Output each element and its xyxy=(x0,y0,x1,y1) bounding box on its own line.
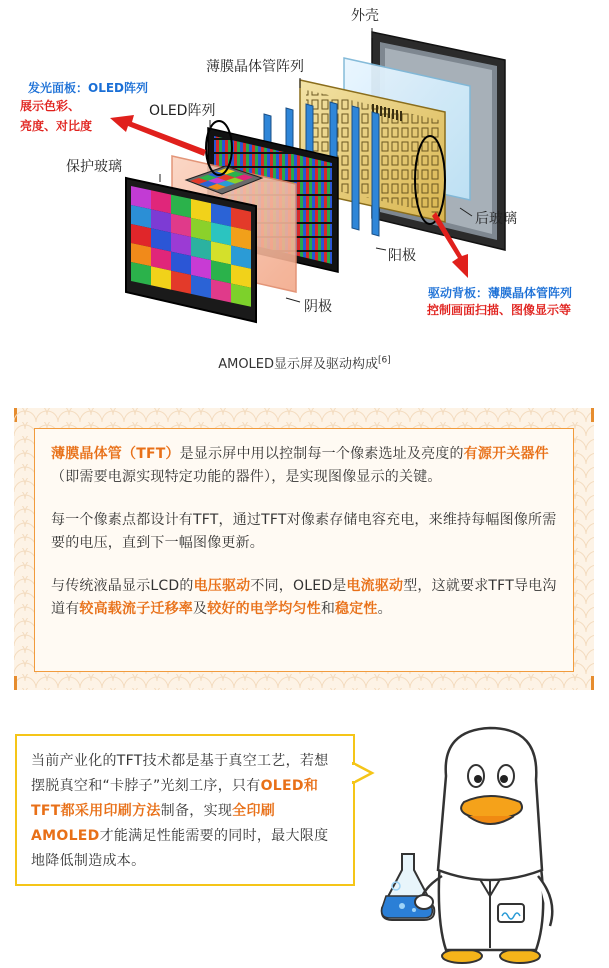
bubble-text-2: 制备，实现 xyxy=(160,803,233,819)
label-back-glass: 后玻璃 xyxy=(475,211,517,227)
back-panel-line1: 控制画面扫描、图像显示等 xyxy=(427,303,572,317)
speech-bubble xyxy=(15,734,355,886)
hl-printing-method: OLED和TFT都采用印刷方法 xyxy=(31,778,319,819)
front-panel-line1: 展示色彩、 xyxy=(20,99,81,113)
p3-text-6: 。 xyxy=(377,601,392,617)
info-box xyxy=(34,428,574,672)
p3-text-5: 和 xyxy=(320,601,336,617)
duck-scientist-mascot xyxy=(380,720,580,965)
figure-caption xyxy=(0,353,609,372)
bubble-text xyxy=(31,749,339,874)
hl-current-drive: 电流驱动 xyxy=(346,578,404,594)
hl-uniformity: 较好的电学均匀性 xyxy=(207,601,321,617)
hl-active-switch: 有源开关器件 xyxy=(463,446,549,462)
label-tft-array: 薄膜晶体管阵列 xyxy=(206,59,304,75)
bubble-text-3: 才能满足性能需要的同时，最大限度地降低制造成本。 xyxy=(31,828,329,869)
hl-full-print-amoled: 全印刷AMOLED xyxy=(31,803,276,844)
p1-text-1: 是显示屏中用以控制每一个像素选址及亮度的 xyxy=(179,446,464,462)
front-panel-title: 发光面板：OLED阵列 xyxy=(28,81,149,95)
hl-voltage-drive: 电压驱动 xyxy=(193,578,251,594)
p1-text-2: （即需要电源实现特定功能的器件），是实现图像显示的关键。 xyxy=(51,469,442,485)
p3-text-1: 与传统液晶显示LCD的 xyxy=(51,578,194,594)
caption-text: AMOLED显示屏及驱动构成 xyxy=(218,357,379,372)
info-paragraph-1 xyxy=(51,443,557,489)
info-paragraph-3 xyxy=(51,575,557,621)
front-panel-line2: 亮度、对比度 xyxy=(20,119,93,133)
back-panel-title: 驱动背板：薄膜晶体管阵列 xyxy=(428,286,573,300)
label-cathode: 阴极 xyxy=(304,299,332,315)
p3-text-4: 及 xyxy=(193,601,208,617)
bubble-tail xyxy=(352,762,376,784)
info-panel xyxy=(14,408,594,690)
bubble-text-1: 当前产业化的TFT技术都是基于真空工艺，若想摆脱真空和“卡脖子”光刻工序，只有 xyxy=(31,753,329,794)
label-oled-array: OLED阵列 xyxy=(149,103,216,119)
hl-tft: 薄膜晶体管（TFT） xyxy=(51,446,180,462)
caption-reference: [6] xyxy=(378,355,391,366)
label-protective-glass: 保护玻璃 xyxy=(66,159,122,175)
info-paragraph-2: 每一个像素点都设计有TFT，通过TFT对像素存储电容充电，来维持每幅图像所需要的电压，直到下一幅图像更新。 xyxy=(51,512,557,551)
hl-stability: 稳定性 xyxy=(335,601,378,617)
p3-text-3: 型，这就要求TFT导电沟道有 xyxy=(51,578,557,617)
label-anode: 阳极 xyxy=(388,248,416,264)
hl-mobility: 较高载流子迁移率 xyxy=(79,601,194,617)
amoled-exploded-diagram xyxy=(0,0,609,345)
p3-text-2: 不同，OLED是 xyxy=(250,578,347,594)
label-shell: 外壳 xyxy=(351,8,379,24)
